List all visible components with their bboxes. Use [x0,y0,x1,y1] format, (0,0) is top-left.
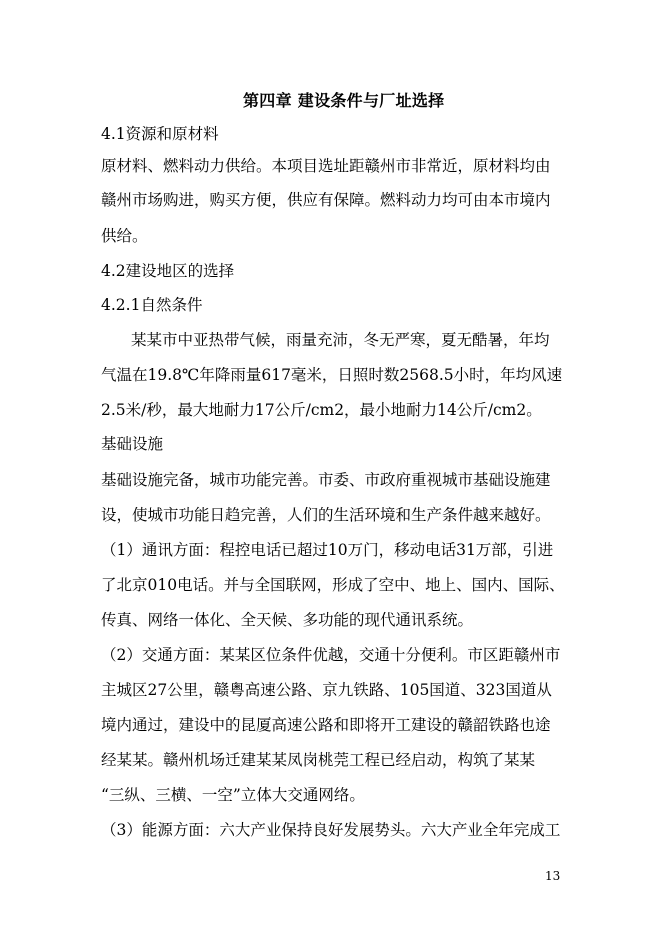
paragraph-line: “三纵、三横、一空”立体大交通网络。 [101,786,365,804]
paragraph-line: 了北京010电话。并与全国联网，形成了空中、地上、国内、国际、 [101,576,565,594]
section-heading-infrastructure: 基础设施 [101,435,164,453]
paragraph-line: 传真、网络一体化、全天候、多功能的现代通讯系统。 [101,611,474,629]
paragraph-line: （2）交通方面：某某区位条件优越，交通十分便利。市区距赣州市 [101,646,561,664]
paragraph-line: （1）通讯方面：程控电话已超过10万门，移动电话31万部，引进 [101,541,554,559]
chapter-title: 第四章 建设条件与厂址选择 [243,91,445,110]
paragraph-line: 某某市中亚热带气候，雨量充沛，冬无严寒，夏无酷暑，年均 [131,331,550,349]
paragraph-line: 基础设施完备，城市功能完善。市委、市政府重视城市基础设施建 [101,471,551,489]
paragraph-line: 境内通过，建设中的昆厦高速公路和即将开工建设的赣韶铁路也途 [101,716,551,734]
paragraph-line: 主城区27公里，赣粤高速公路、京九铁路、105国道、323国道从 [101,681,552,699]
paragraph-line: 设，使城市功能日趋完善，人们的生活环境和生产条件越来越好。 [101,506,551,524]
paragraph-line: 气温在19.8℃年降雨量617毫米，日照时数2568.5小时，年均风速 [101,366,563,384]
paragraph-line: （3）能源方面：六大产业保持良好发展势头。六大产业全年完成工 [101,821,561,839]
paragraph-line: 2.5米/秒，最大地耐力17公斤/cm2，最小地耐力14公斤/cm2。 [101,401,542,419]
paragraph-line: 供给。 [101,227,148,245]
paragraph-line: 原材料、燃料动力供给。本项目选址距赣州市非常近，原材料均由 [101,157,551,175]
subsection-heading-4-2-1: 4.2.1自然条件 [101,296,203,314]
page-number: 13 [545,869,561,883]
paragraph-line: 赣州市场购进，购买方便，供应有保障。燃料动力均可由本市境内 [101,191,551,209]
section-heading-4-1: 4.1资源和原材料 [101,125,219,143]
paragraph-line: 经某某。赣州机场迁建某某凤岗桃莞工程已经启动，构筑了某某 [101,751,536,769]
section-heading-4-2: 4.2建设地区的选择 [101,262,235,280]
